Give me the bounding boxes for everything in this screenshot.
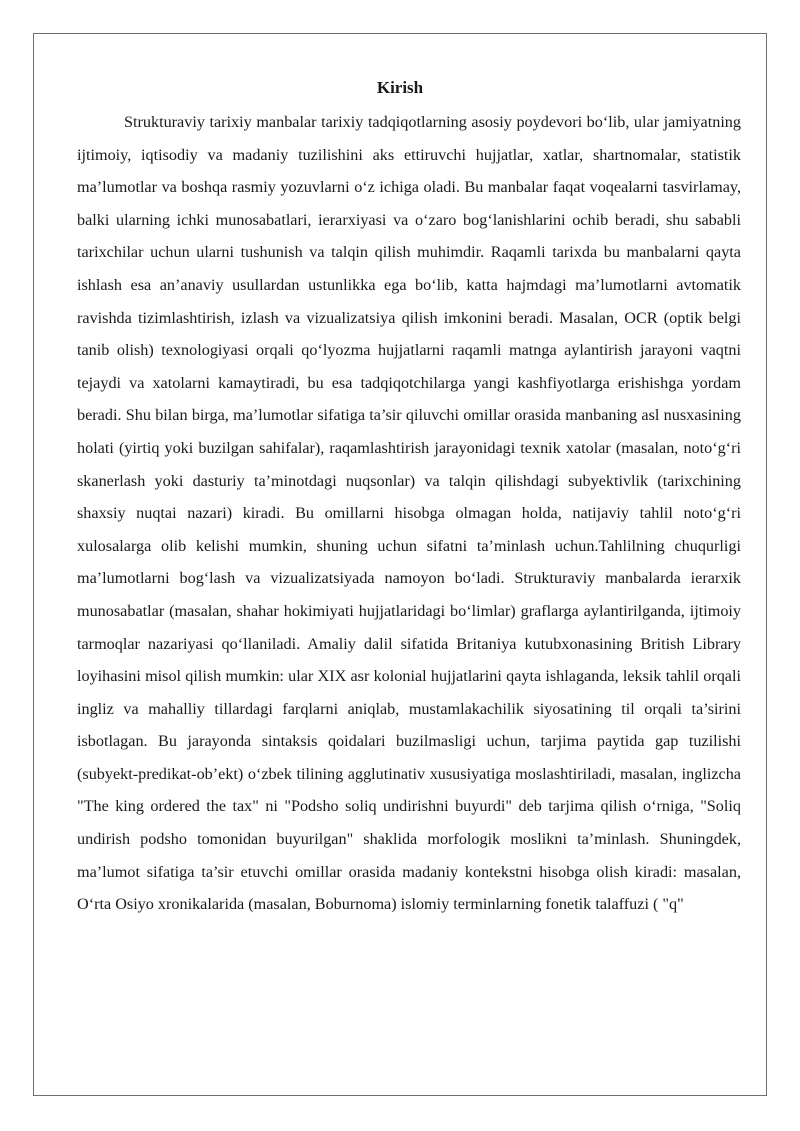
section-heading: Kirish — [376, 78, 424, 97]
body-paragraph: Strukturaviy tarixiy manbalar tarixiy tadqiqotlarning asosiy poydevori bo‘lib, ular jamiyatning ijtimoiy, iqtisodiy va madaniy tuzilishini aks ettiruvchi hujjatlar, xatlar, shartnomalar, statistik ma’lumotlar va boshqa rasmiy yozuvlarni o‘z ichiga oladi. Bu manbalar faqat voqealarni tasvirlamay, balki ularning ichki munosabatlari, ierarxiyasi va o‘zaro bog‘lanishlarini ochib beradi, shu sababli tarixchilar uchun ularni tushunish va talqin qilish muhimdir. Raqamli tarixda bu manbalarni qayta ishlash esa an’anaviy usullardan ustunlikka ega bo‘lib, katta hajmdagi ma’lumotlarni avtomatik ravishda tizimlashtirish, izlash va vizualizatsiya qilish imkonini beradi. Masalan, OCR (optik belgi tanib olish) texnologiyasi orqali qo‘lyozma hujjatlarni raqamli matnga aylantirish jarayoni vaqtni tejaydi va xatolarni kamaytiradi, bu esa tadqiqotchilarga yangi kashfiyotlarga erishishga yordam beradi. Shu bilan birga, ma’lumotlar sifatiga ta’sir qiluvchi omillar orasida manbaning asl nusxasining holati (yirtiq yoki buzilgan sahifalar), raqamlashtirish jarayonidagi texnik xatolar (masalan, noto‘g‘ri skanerlash yoki dasturiy ta’minotdagi nuqsonlar) va talqin qilishdagi subyektivlik (tarixchining shaxsiy nuqtai nazari) kiradi. Bu omillarni hisobga olmagan holda, natijaviy tahlil noto‘g‘ri xulosalarga olib kelishi mumkin, shuning uchun sifatni ta’minlash uchun.Tahlilning chuqurligi ma’lumotlarni bog‘lash va vizualizatsiyada namoyon bo‘ladi. Strukturaviy manbalarda ierarxik munosabatlar (masalan, shahar hokimiyati hujjatlaridagi bo‘limlar) graflarga aylantirilganda, ijtimoiy tarmoqlar nazariyasi qo‘llaniladi. Amaliy dalil sifatida Britaniya kutubxonasining British Library loyihasini misol qilish mumkin: ular XIX asr kolonial hujjatlarini qayta ishlaganda, leksik tahlil orqali ingliz va mahalliy tillardagi farqlarni aniqlab, mustamlakachilik siyosatining til orqali ta’sirini isbotlagan. Bu jarayonda sintaksis qoidalari buzilmasligi uchun, tarjima paytida gap tuzilishi (subyekt-predikat-ob’ekt) o‘zbek tilining agglutinativ xususiyatiga moslashtiriladi, masalan, inglizcha "The king ordered the tax" ni "Podsho soliq undirishni buyurdi" deb tarjima qilish o‘rniga, "Soliq undirish podsho tomonidan buyurilgan" shaklida morfologik moslikni ta’minlash. Shuningdek, ma’lumot sifatiga ta’sir etuvchi omillar orasida madaniy kontekstni hisobga olish kiradi: masalan, O‘rta Osiyo xronikalarida (masalan, Boburnoma) islomiy terminlarning fonetik talaffuzi ( "q" — [77, 113, 741, 914]
